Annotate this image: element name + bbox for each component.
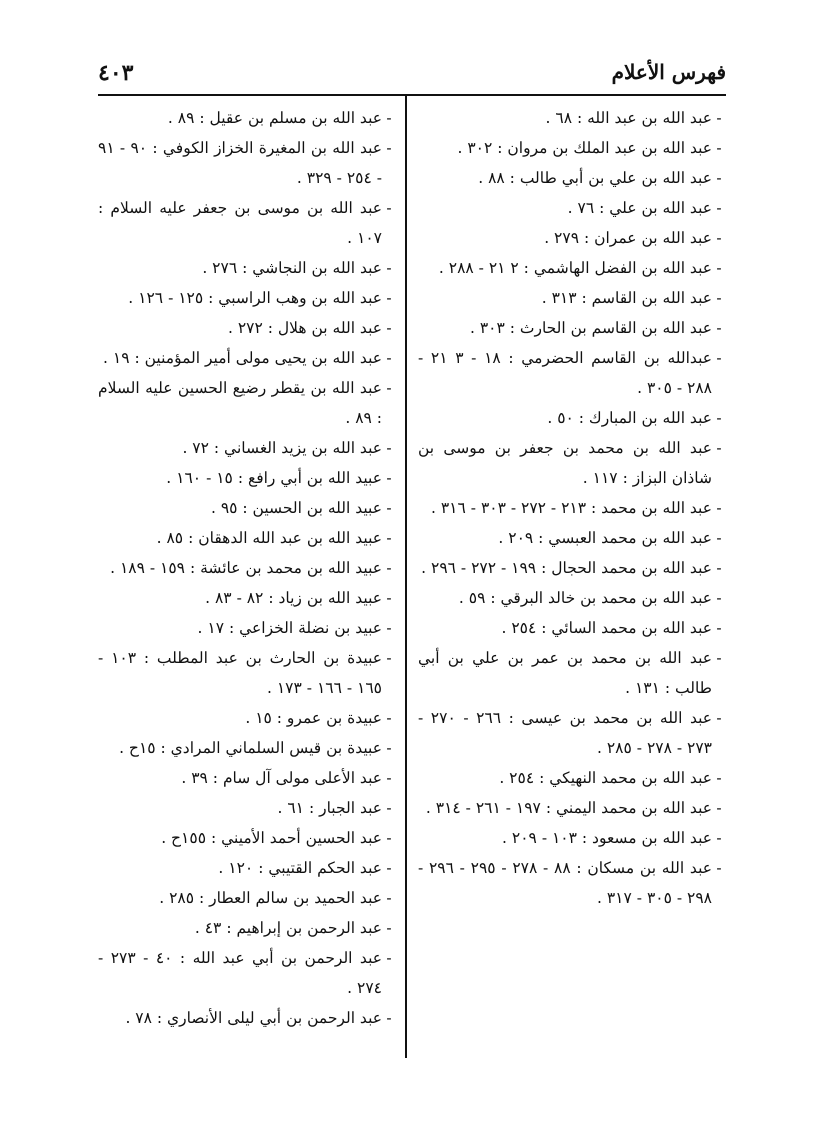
entry-bullet: - — [386, 469, 392, 487]
entry-bullet: - — [716, 709, 722, 727]
entry-bullet: - — [716, 829, 722, 847]
entry-bullet: - — [716, 529, 722, 547]
entry-text: عبيدة بن قيس السلماني المرادي : ١٥ح . — [119, 739, 382, 757]
entry-bullet: - — [386, 349, 392, 367]
entry-bullet: - — [386, 259, 392, 277]
left-column — [98, 103, 396, 1033]
column-divider — [405, 96, 407, 1058]
entry-text: عبد الله بن موسى بن جعفر عليه السلام : ١٠٧ . — [98, 199, 382, 247]
index-entry — [418, 523, 726, 553]
index-entry — [418, 433, 726, 493]
entry-text: عبد الرحمن بن أبي عبد الله : ٤٠ - ٢٧٣ - ٢٧٤ . — [98, 949, 382, 997]
entry-bullet: - — [386, 889, 392, 907]
entry-bullet: - — [386, 709, 392, 727]
index-entry — [418, 553, 726, 583]
index-entry — [418, 613, 726, 643]
entry-bullet: - — [386, 559, 392, 577]
entry-text: عبد الله بن محمد : ٢١٣ - ٢٧٢ - ٣٠٣ - ٣١٦ . — [431, 499, 712, 517]
entry-text: عبد الرحمن بن أبي ليلى الأنصاري : ٧٨ . — [125, 1009, 382, 1027]
entry-text: عبد الله بن الفضل الهاشمي : ٢ ٢١ - ٢٨٨ . — [438, 259, 712, 277]
entry-text: عبيدة بن عمرو : ١٥ . — [245, 709, 382, 727]
entry-bullet: - — [386, 769, 392, 787]
index-entry — [98, 313, 396, 343]
index-entry — [418, 133, 726, 163]
index-entry — [98, 493, 396, 523]
entry-bullet: - — [386, 529, 392, 547]
index-entry — [418, 283, 726, 313]
index-entry — [98, 193, 396, 253]
index-entry — [418, 193, 726, 223]
entry-text: عبد الله بن محمد بن جعفر بن موسى بن شاذان البزاز : ١١٧ . — [418, 439, 712, 487]
entry-text: عبد الله بن عبد الله : ٦٨ . — [545, 109, 712, 127]
entry-bullet: - — [716, 139, 722, 157]
entry-bullet: - — [386, 199, 392, 217]
entry-text: عبد الله بن المبارك : ٥٠ . — [547, 409, 712, 427]
entry-text: عبد الله بن محمد العبسي : ٢٠٩ . — [498, 529, 712, 547]
entry-text: عبد الله بن القاسم بن الحارث : ٣٠٣ . — [469, 319, 712, 337]
index-entry — [98, 703, 396, 733]
entry-text: عبد الله بن المغيرة الخزاز الكوفي : ٩٠ - ٩١ - ٢٥٤ - ٣٢٩ . — [98, 139, 383, 187]
entry-text: عبد الله بن محمد النهيكي : ٢٥٤ . — [499, 769, 712, 787]
index-entry — [418, 583, 726, 613]
entry-bullet: - — [386, 619, 392, 637]
entry-bullet: - — [716, 289, 722, 307]
entry-text: عبد الله بن وهب الراسبي : ١٢٥ - ١٢٦ . — [128, 289, 382, 307]
entry-text: عبد الله بن يقطر رضيع الحسين عليه السلام : ٨٩ . — [98, 379, 382, 427]
index-entry — [98, 103, 396, 133]
entry-text: عبد الله بن محمد بن عمر بن علي بن أبي طالب : ١٣١ . — [418, 649, 712, 697]
index-entry — [98, 643, 396, 703]
page-number: ٤٠٣ — [98, 60, 134, 86]
entry-bullet: - — [716, 589, 722, 607]
entry-bullet: - — [716, 649, 722, 667]
right-column — [418, 103, 726, 913]
index-entry — [98, 133, 396, 193]
index-entry — [418, 493, 726, 523]
entry-bullet: - — [716, 169, 722, 187]
entry-bullet: - — [386, 859, 392, 877]
index-entry — [98, 793, 396, 823]
entry-text: عبد الحسين أحمد الأميني : ١٥٥ح . — [161, 829, 382, 847]
entry-text: عبد الله بن النجاشي : ٢٧٦ . — [202, 259, 382, 277]
index-entry — [418, 103, 726, 133]
index-entry — [98, 553, 396, 583]
index-entry — [98, 943, 396, 1003]
entry-text: عبد الله بن مسلم بن عقيل : ٨٩ . — [167, 109, 382, 127]
index-entry — [418, 763, 726, 793]
entry-bullet: - — [386, 949, 392, 967]
entry-bullet: - — [716, 769, 722, 787]
entry-text: عبد الله بن علي بن أبي طالب : ٨٨ . — [478, 169, 712, 187]
entry-bullet: - — [386, 289, 392, 307]
entry-text: عبيدة بن الحارث بن عبد المطلب : ١٠٣ - ١٦٥ - ١٦٦ - ١٧٣ . — [98, 649, 383, 697]
entry-bullet: - — [386, 829, 392, 847]
entry-text: عبد الله بن مسكان : ٨٨ - ٢٧٨ - ٢٩٥ - ٢٩٦ - ٢٩٨ - ٣٠٥ - ٣١٧ . — [418, 859, 712, 907]
index-entry — [98, 583, 396, 613]
entry-text: عبد الحكم القتيبي : ١٢٠ . — [218, 859, 382, 877]
entry-bullet: - — [386, 1009, 392, 1027]
index-entry — [418, 163, 726, 193]
index-entry — [418, 853, 726, 913]
entry-bullet: - — [386, 739, 392, 757]
entry-bullet: - — [386, 379, 392, 397]
index-entry — [98, 823, 396, 853]
entry-bullet: - — [386, 589, 392, 607]
index-entry — [98, 853, 396, 883]
index-entry — [98, 373, 396, 433]
entry-bullet: - — [386, 499, 392, 517]
entry-bullet: - — [386, 649, 392, 667]
index-entry — [418, 823, 726, 853]
entry-bullet: - — [716, 229, 722, 247]
index-entry — [98, 433, 396, 463]
index-entry — [98, 613, 396, 643]
entry-text: عبد الله بن علي : ٧٦ . — [567, 199, 712, 217]
entry-text: عبدالله بن القاسم الحضرمي : ١٨ - ٣ ٢١ - ٢٨٨ - ٣٠٥ . — [418, 349, 712, 397]
entry-text: عبد الله بن يزيد الغساني : ٧٢ . — [182, 439, 382, 457]
entry-bullet: - — [716, 559, 722, 577]
entry-text: عبد الله بن محمد بن خالد البرقي : ٥٩ . — [458, 589, 712, 607]
header-rule — [98, 94, 726, 96]
entry-bullet: - — [716, 499, 722, 517]
entry-bullet: - — [716, 199, 722, 217]
entry-text: عبد الأعلى مولى آل سام : ٣٩ . — [181, 769, 382, 787]
entry-text: عبيد بن نضلة الخزاعي : ١٧ . — [197, 619, 382, 637]
entry-bullet: - — [386, 919, 392, 937]
entry-bullet: - — [716, 409, 722, 427]
entry-text: عبيد الله بن أبي رافع : ١٥ - ١٦٠ . — [166, 469, 382, 487]
index-entry — [98, 523, 396, 553]
index-entry — [98, 253, 396, 283]
entry-bullet: - — [386, 799, 392, 817]
entry-bullet: - — [716, 859, 722, 877]
entry-text: عبيد الله بن محمد بن عائشة : ١٥٩ - ١٨٩ . — [110, 559, 382, 577]
index-entry — [98, 1003, 396, 1033]
entry-text: عبد الله بن عبد الملك بن مروان : ٣٠٢ . — [457, 139, 712, 157]
entry-text: عبد الله بن محمد اليمني : ١٩٧ - ٢٦١ - ٣١٤ . — [425, 799, 712, 817]
index-entry — [418, 703, 726, 763]
entry-text: عبد الله بن القاسم : ٣١٣ . — [541, 289, 712, 307]
entry-bullet: - — [716, 109, 722, 127]
entry-bullet: - — [716, 349, 722, 367]
entry-bullet: - — [716, 259, 722, 277]
index-entry — [418, 643, 726, 703]
entry-bullet: - — [386, 139, 392, 157]
entry-bullet: - — [716, 319, 722, 337]
running-header — [98, 58, 726, 92]
entry-bullet: - — [386, 439, 392, 457]
entry-text: عبد الله بن محمد بن عيسى : ٢٦٦ - ٢٧٠ - ٢٧٣ - ٢٧٨ - ٢٨٥ . — [418, 709, 713, 757]
entry-text: عبد الله بن محمد الحجال : ١٩٩ - ٢٧٢ - ٢٩٦ . — [421, 559, 712, 577]
index-entry — [98, 463, 396, 493]
entry-text: عبيد الله بن الحسين : ٩٥ . — [210, 499, 382, 517]
entry-bullet: - — [716, 619, 722, 637]
index-entry — [98, 343, 396, 373]
entry-text: عبيد الله بن زياد : ٨٢ - ٨٣ . — [205, 589, 382, 607]
index-entry — [418, 403, 726, 433]
header-title: فهرس الأعلام — [611, 60, 726, 84]
entry-bullet: - — [716, 439, 722, 457]
entry-text: عبد الله بن هلال : ٢٧٢ . — [227, 319, 382, 337]
entry-text: عبد الله بن عمران : ٢٧٩ . — [544, 229, 712, 247]
index-entry — [98, 913, 396, 943]
entry-text: عبد الرحمن بن إبراهيم : ٤٣ . — [194, 919, 382, 937]
index-entry — [418, 223, 726, 253]
entry-text: عبد الله بن يحيى مولى أمير المؤمنين : ١٩ . — [103, 349, 382, 367]
entry-text: عبد الجبار : ٦١ . — [277, 799, 382, 817]
index-entry — [98, 733, 396, 763]
entry-text: عبد الله بن محمد السائي : ٢٥٤ . — [501, 619, 712, 637]
entry-bullet: - — [716, 799, 722, 817]
entry-bullet: - — [386, 109, 392, 127]
index-entry — [418, 343, 726, 403]
index-entry — [98, 283, 396, 313]
index-entry — [418, 253, 726, 283]
index-entry — [418, 313, 726, 343]
entry-text: عبد الله بن مسعود : ١٠٣ - ٢٠٩ . — [502, 829, 712, 847]
index-entry — [98, 883, 396, 913]
index-entry — [418, 793, 726, 823]
index-entry — [98, 763, 396, 793]
entry-text: عبيد الله بن عبد الله الدهقان : ٨٥ . — [156, 529, 382, 547]
entry-bullet: - — [386, 319, 392, 337]
entry-text: عبد الحميد بن سالم العطار : ٢٨٥ . — [159, 889, 382, 907]
